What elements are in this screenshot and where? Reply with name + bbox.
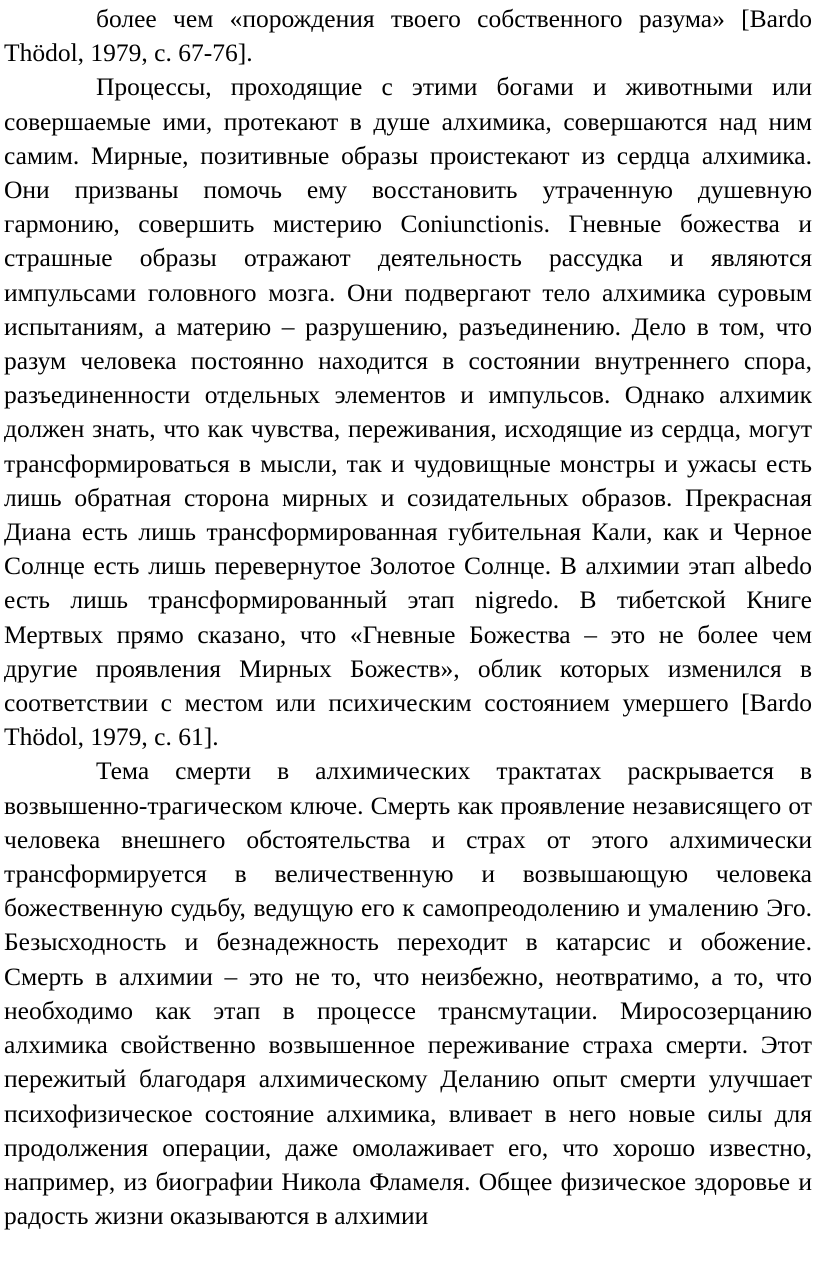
paragraph-continuation: более чем «порождения твоего собственного разума» [Bardo Thödol, 1979, с. 67-76]. [4, 4, 812, 68]
paragraph-death-theme: Тема смерти в алхимических трактатах раскрывается в возвышенно-трагическом ключе. Смерть как проявление независящего от человека внешнего обстоятельства и страх от этого алхимически трансформируется в величественную и возвышающую человека божественную судьбу, ведущую его к самопреодолению и умалению Эго. Безысходность и безнадежность переходит в катарсис и обожение. Смерть в алхимии – это не то, что неизбежно, неотвратимо, а то, что необходимо как этап в процессе трансмутации. Миросозерцанию алхимика свойственно возвышенное переживание страха смерти. Этот пережитый благодаря алхимическому Деланию опыт смерти улучшает психофизическое состояние алхимика, вливает в него новые силы для продолжения операции, даже омолаживает его, что хорошо известно, например, из биографии Никола Фламеля. Общее физическое здоровье и радость жизни оказываются в алхимии [4, 756, 812, 1231]
paragraph-deities: Процессы, проходящие с этими богами и животными или совершаемые ими, протекают в душе алхимика, совершаются над ним самим. Мирные, позитивные образы проистекают из сердца алхимика. Они призваны помочь ему восстановить утраченную душевную гармонию, совершить мистерию Coniunctionis. Гневные божества и страшные образы отражают деятельность рассудка и являются импульсами головного мозга. Они подвергают тело алхимика суровым испытаниям, а материю – разрушению, разъединению. Дело в том, что разум человека постоянно находится в состоянии внутреннего спора, разъединенности отдельных элементов и импульсов. Однако алхимик должен знать, что как чувства, переживания, исходящие из сердца, могут трансформироваться в мысли, так и чудовищные монстры и ужасы есть лишь обратная сторона мирных и созидательных образов. Прекрасная Диана есть лишь трансформированная губительная Кали, как и Черное Солнце есть лишь перевернутое Золотое Солнце. В алхимии этап albedo есть лишь трансформированный этап nigredo. В тибетской Книге Мертвых прямо сказано, что «Гневные Божества – это не более чем другие проявления Мирных Божеств», облик которых изменился в соответствии с местом или психическим состоянием умершего [Bardo Thödol, 1979, с. 61]. [4, 72, 812, 752]
